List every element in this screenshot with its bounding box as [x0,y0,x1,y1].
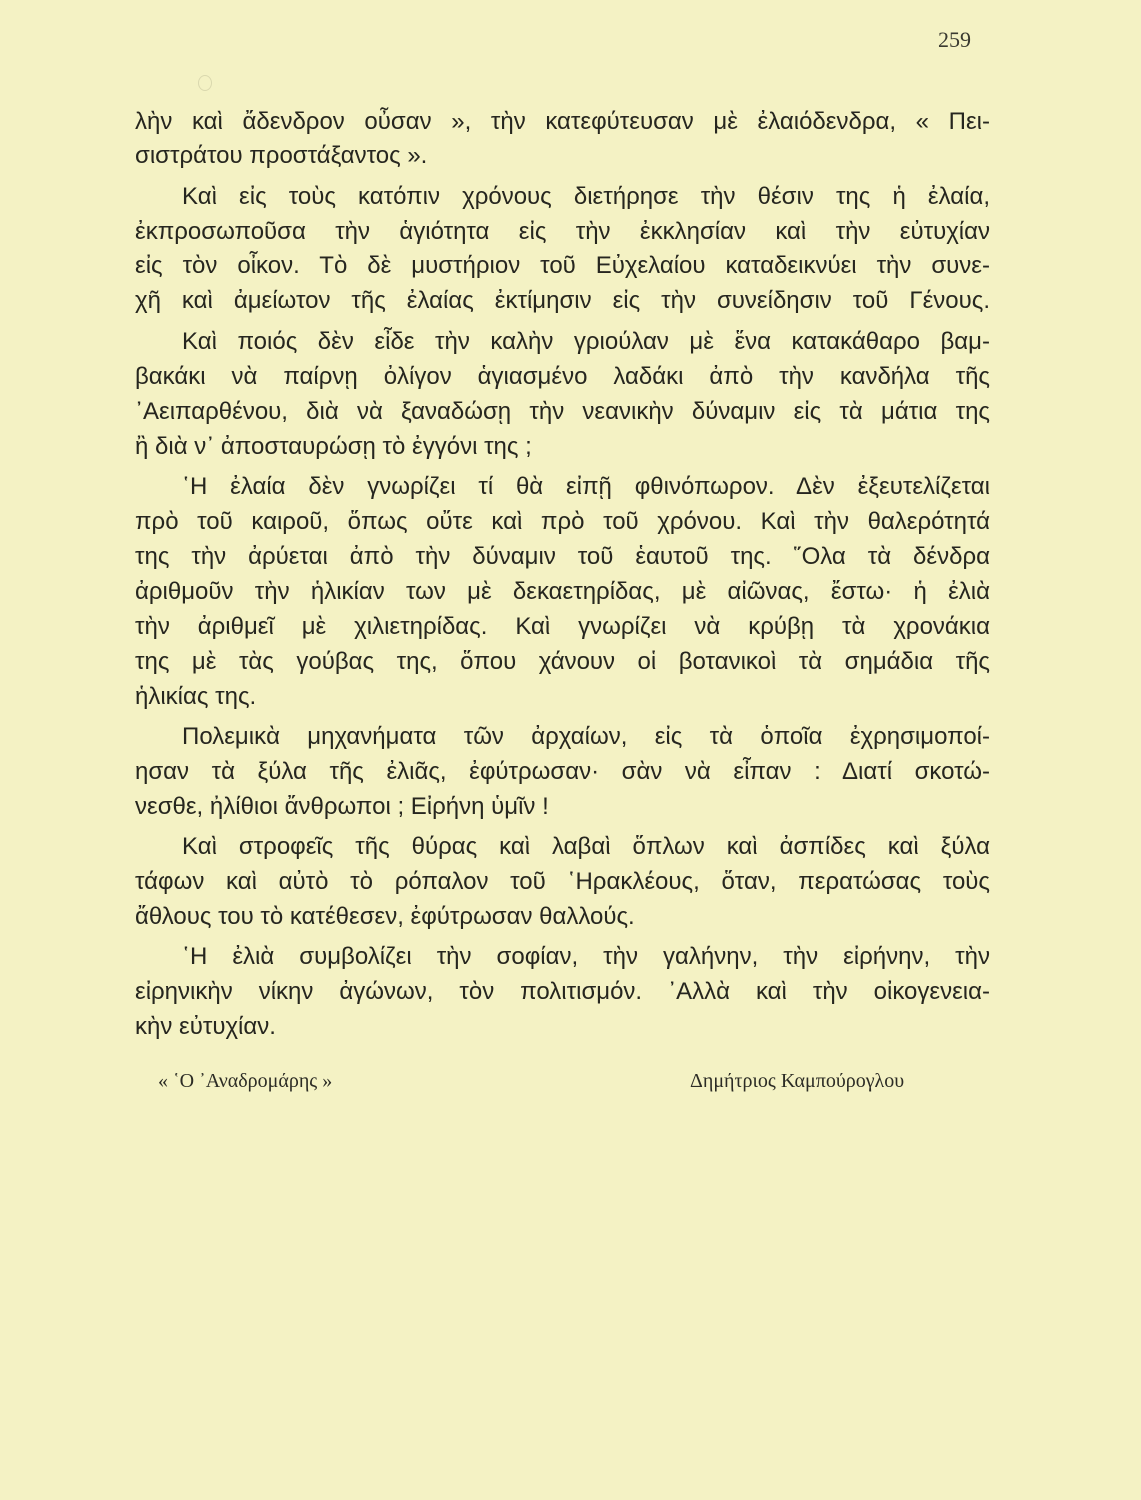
page-number: 259 [938,27,971,52]
text-line: ῾Η ἐλιὰ συμβολίζει τὴν σοφίαν, τὴν γαλήνην, τὴν εἰρήνην, τὴν [182,943,990,970]
text-line: τὴν ἀριθμεῖ μὲ χιλιετηρίδας. Καὶ γνωρίζει νὰ κρύβῃ τὰ χρονάκια [135,613,990,640]
text-line: τάφων καὶ αὐτὸ τὸ ρόπαλον τοῦ ῾Ηρακλέους, ὅταν, περατώσας τοὺς [135,868,990,895]
text-line: ῾Η ἐλαία δὲν γνωρίζει τί θὰ εἰπῇ φθινόπωρον. Δὲν ἐξευτελίζεται [182,473,990,500]
text-line: κὴν εὐτυχίαν. [135,1013,276,1040]
text-line: χῆ καὶ ἀμείωτον τῆς ἐλαίας ἐκτίμησιν εἰς τὴν συνείδησιν τοῦ Γένους. [135,287,990,314]
text-line: νεσθε, ἠλίθιοι ἄνθρωποι ; Εἰρήνη ὑμῖν ! [135,793,549,820]
text-line: ησαν τὰ ξύλα τῆς ἐλιᾶς, ἐφύτρωσαν· σὰν νὰ εἶπαν : Διατί σκοτώ- [135,758,990,785]
text-line: ᾿Αειπαρθένου, διὰ νὰ ξαναδώσῃ τὴν νεανικὴν δύναμιν εἰς τὰ μάτια της [135,398,990,425]
text-line: ἐκπροσωποῦσα τὴν ἁγιότητα εἰς τὴν ἐκκλησίαν καὶ τὴν εὐτυχίαν [135,218,990,245]
author-name: Δημήτριος Καμπούρογλου [690,1070,905,1092]
text-line: Καὶ ποιός δὲν εἶδε τὴν καλὴν γριούλαν μὲ ἕνα κατακάθαρο βαμ- [182,328,990,355]
text-line: Καὶ εἰς τοὺς κατόπιν χρόνους διετήρησε τὴν θέσιν της ἡ ἐλαία, [182,183,990,210]
text-line: ἢ διὰ ν᾿ ἀποσταυρώσῃ τὸ ἐγγόνι της ; [135,433,532,460]
text-line: λὴν καὶ ἄδενδρον οὖσαν », τὴν κατεφύτευσαν μὲ ἐλαιόδενδρα, « Πει- [135,108,990,135]
text-line: σιστράτου προστάξαντος ». [135,142,428,169]
text-line: της μὲ τὰς γούβας της, ὅπου χάνουν οἱ βοτανικοὶ τὰ σημάδια τῆς [135,648,990,675]
source-citation: « ῾Ο ᾿Αναδρομάρης » [158,1070,333,1092]
text-line: Καὶ στροφεῖς τῆς θύρας καὶ λαβαὶ ὅπλων καὶ ἀσπίδες καὶ ξύλα [182,833,990,860]
text-line: Πολεμικὰ μηχανήματα τῶν ἀρχαίων, εἰς τὰ ὁποῖα ἐχρησιμοποί- [182,723,990,750]
text-line: της τὴν ἀρύεται ἀπὸ τὴν δύναμιν τοῦ ἑαυτοῦ της. ῞Ολα τὰ δένδρα [135,543,990,570]
text-line: ἀριθμοῦν τὴν ἡλικίαν των μὲ δεκαετηρίδας, μὲ αἰῶνας, ἔστω· ἡ ἐλιὰ [135,578,990,605]
text-line: πρὸ τοῦ καιροῦ, ὅπως οὔτε καὶ πρὸ τοῦ χρόνου. Καὶ τὴν θαλερότητά [135,508,990,535]
scan-mark [198,75,212,91]
text-line: βακάκι νὰ παίρνῃ ὀλίγον ἁγιασμένο λαδάκι ἀπὸ τὴν κανδήλα τῆς [135,363,990,390]
text-line: εἰς τὸν οἶκον. Τὸ δὲ μυστήριον τοῦ Εὐχελαίου καταδεικνύει τὴν συνε- [135,252,990,279]
text-line: ἄθλους του τὸ κατέθεσεν, ἐφύτρωσαν θαλλούς. [135,903,635,930]
text-line: ἡλικίας της. [135,683,257,710]
text-line: εἰρηνικὴν νίκην ἀγώνων, τὸν πολιτισμόν. ᾿Αλλὰ καὶ τὴν οἰκογενεια- [135,978,990,1005]
